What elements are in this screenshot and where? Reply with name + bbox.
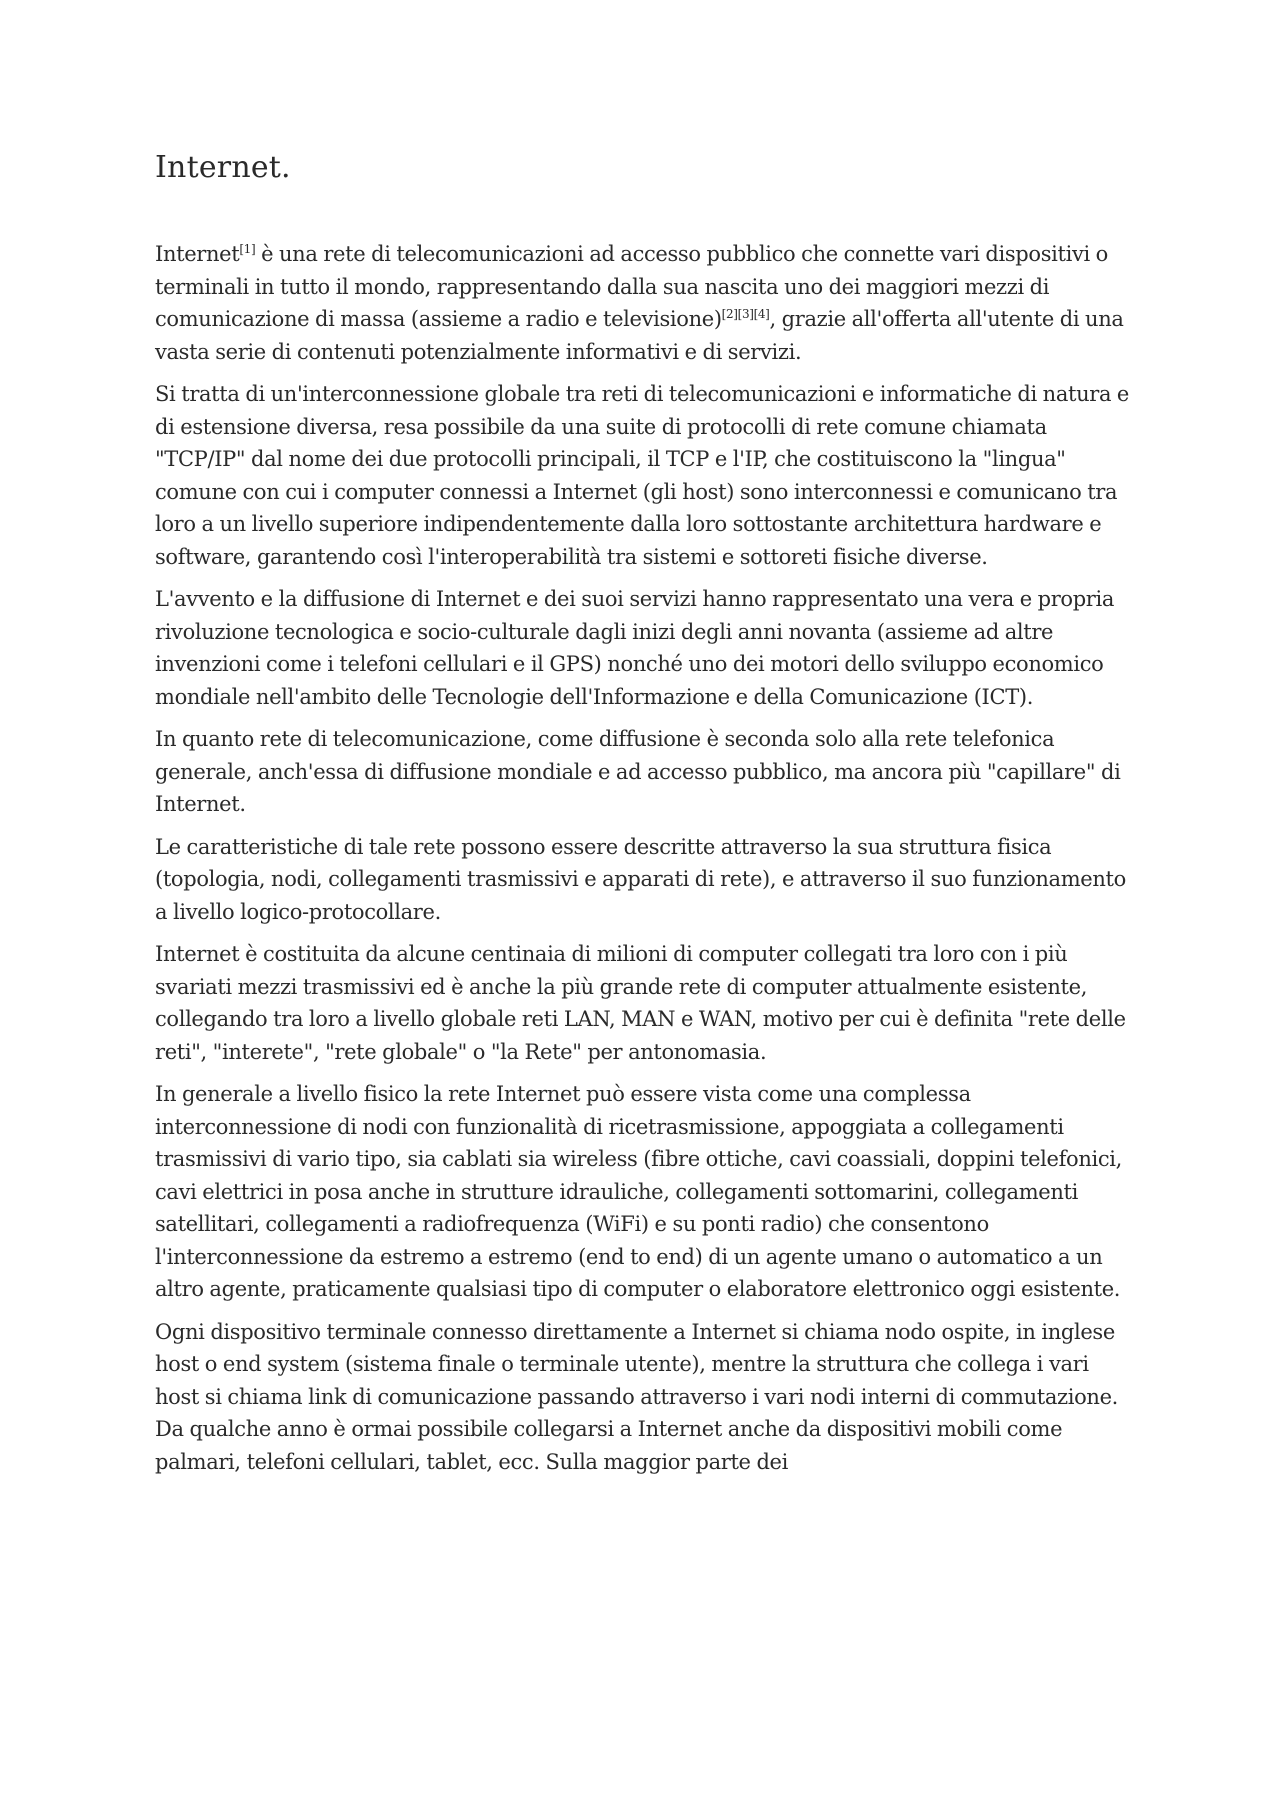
paragraph-1: [155, 238, 1135, 368]
paragraph-7: In generale a livello fisico la rete Internet può essere vista come una complessa interconnessione di nodi con funzionalità di ricetrasmissione, appoggiata a collegamenti trasmissivi di vario tipo, sia cablati sia wireless (fibre ottiche, cavi coassiali, doppini telefonici, cavi elettrici in posa anche in strutture idrauliche, collegamenti sottomarini, collegamenti satellitari, collegamenti a radiofrequenza (WiFi) e su ponti radio) che consentono l'interconnessione da estremo a estremo (end to end) di un agente umano o automatico a un altro agente, praticamente qualsiasi tipo di computer o elaboratore elettronico oggi esistente.: [155, 1082, 1122, 1301]
document-page: [155, 150, 1135, 1488]
paragraph-1-text-b: è una rete di telecomunicazioni ad accesso pubblico che connette vari dispositivi o terminali in tutto il mondo, rappresentando dalla sua nascita uno dei maggiori mezzi di comunicazione di massa (assieme a radio e televisione): [155, 242, 1108, 331]
document-title: Internet.: [155, 150, 291, 185]
paragraph-6: Internet è costituita da alcune centinaia di milioni di computer collegati tra loro con i più svariati mezzi trasmissivi ed è anche la più grande rete di computer attualmente esistente, collegando tra loro a livello globale reti LAN, MAN e WAN, motivo per cui è definita "rete delle reti", "interete", "rete globale" o "la Rete" per antonomasia.: [155, 942, 1126, 1064]
footnote-ref-2-3-4[interactable]: [2][3][4]: [721, 307, 770, 321]
paragraph-3: L'avvento e la diffusione di Internet e dei suoi servizi hanno rappresentato una vera e propria rivoluzione tecnologica e socio-culturale dagli inizi degli anni novanta (assieme ad altre invenzioni come i telefoni cellulari e il GPS) nonché uno dei motori dello sviluppo economico mondiale nell'ambito delle Tecnologie dell'Informazione e della Comunicazione (ICT).: [155, 587, 1115, 709]
paragraph-8: Ogni dispositivo terminale connesso direttamente a Internet si chiama nodo ospite, in inglese host o end system (sistema finale o terminale utente), mentre la struttura che collega i vari host si chiama link di comunicazione passando attraverso i vari nodi interni di commutazione. Da qualche anno è ormai possibile collegarsi a Internet anche da dispositivi mobili come palmari, telefoni cellulari, tablet, ecc. Sulla maggior parte dei: [155, 1319, 1118, 1474]
footnote-ref-1[interactable]: [1]: [239, 242, 256, 256]
paragraph-1-text-a: Internet: [155, 242, 240, 266]
paragraph-4: In quanto rete di telecomunicazione, come diffusione è seconda solo alla rete telefonica generale, anch'essa di diffusione mondiale e ad accesso pubblico, ma ancora più "capillare" di Internet.: [155, 727, 1121, 816]
paragraph-5: Le caratteristiche di tale rete possono essere descritte attraverso la sua struttura fisica (topologia, nodi, collegamenti trasmissivi e apparati di rete), e attraverso il suo funzionamento a livello logico-protocollare.: [155, 834, 1126, 924]
paragraph-2: Si tratta di un'interconnessione globale tra reti di telecomunicazioni e informatiche di natura e di estensione diversa, resa possibile da una suite di protocolli di rete comune chiamata "TCP/IP" dal nome dei due protocolli principali, il TCP e l'IP, che costituiscono la "lingua" comune con cui i computer connessi a Internet (gli host) sono interconnessi e comunicano tra loro a un livello superiore indipendentemente dalla loro sottostante architettura hardware e software, garantendo così l'interoperabilità tra sistemi e sottoreti fisiche diverse.: [155, 382, 1130, 569]
paragraph-1-text-c: , grazie all'offerta all'utente di una vasta serie di contenuti potenzialmente informativi e di servizi.: [155, 307, 1124, 364]
